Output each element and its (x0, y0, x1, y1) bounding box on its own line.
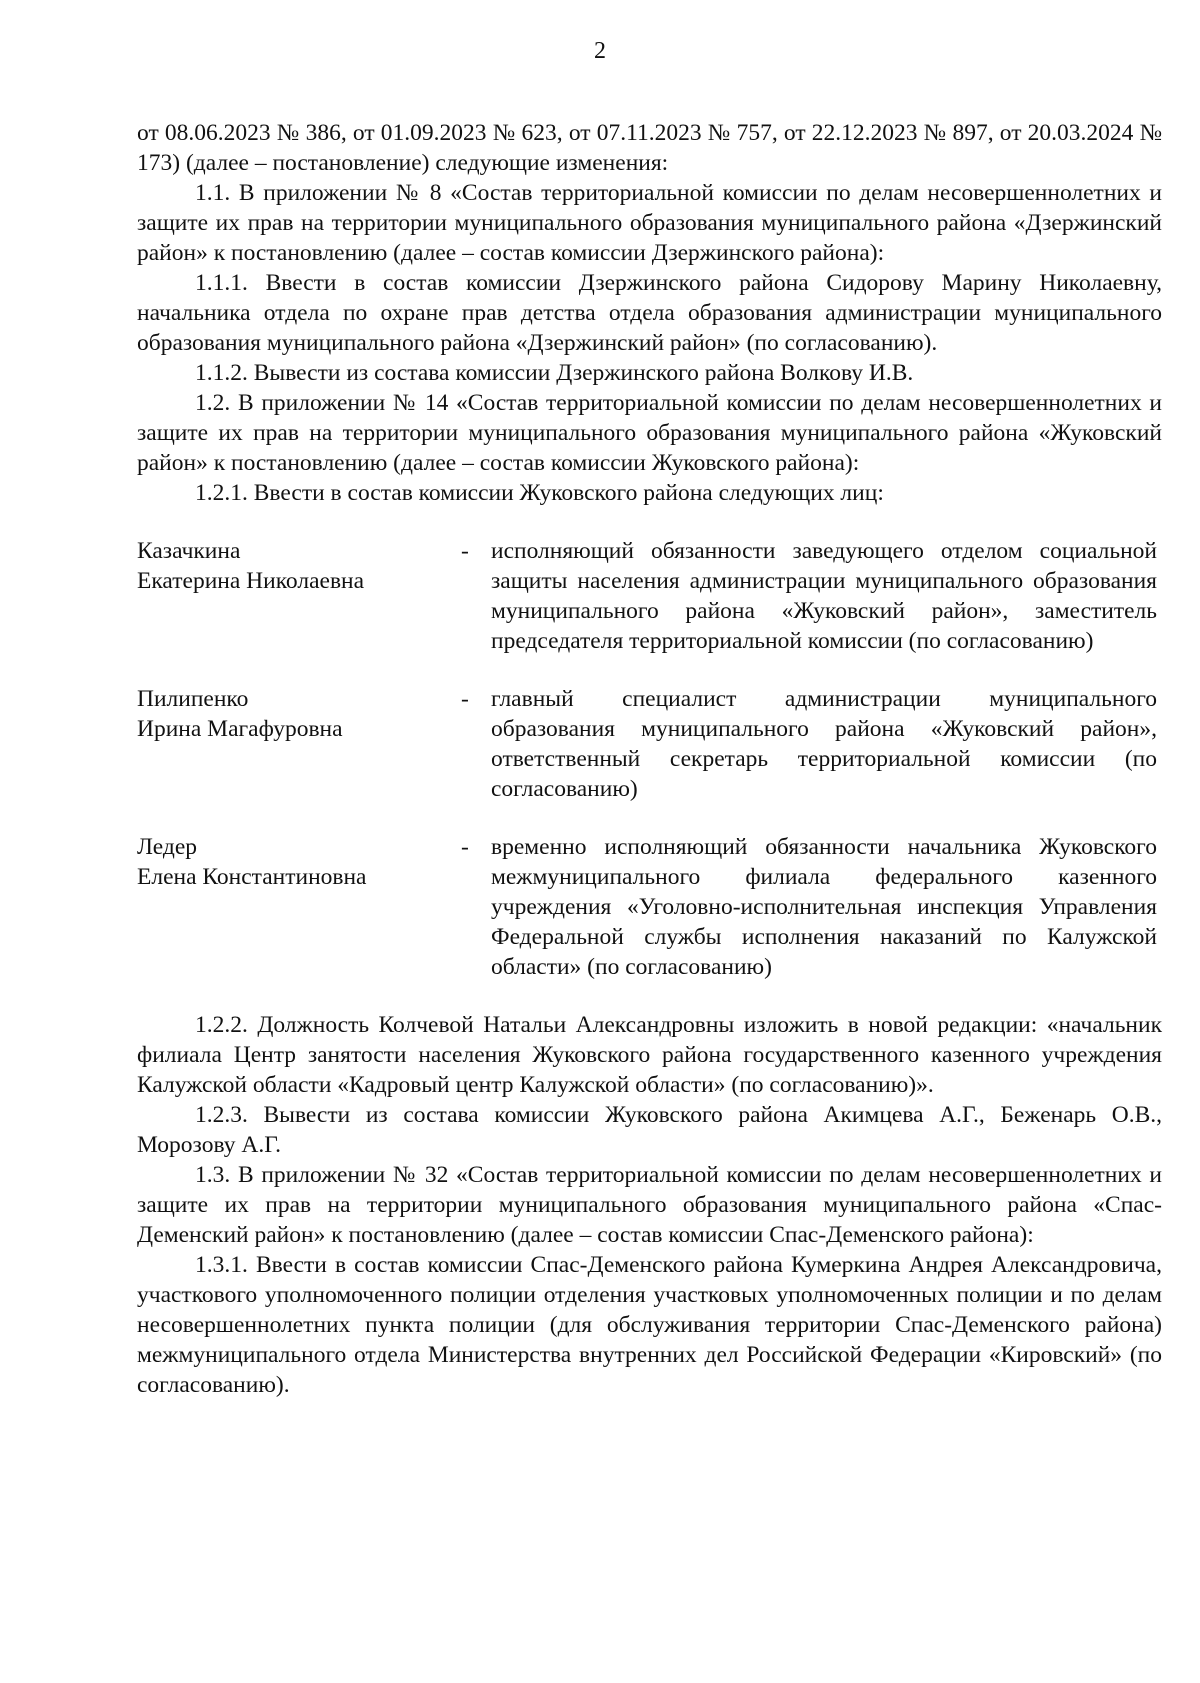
paragraph-1-1: 1.1. В приложении № 8 «Состав территориальной комиссии по делам несовершеннолетних и защите их прав на территории муниципального образования муниципального района «Дзержинский район» к постановлению (далее – состав комиссии Дзержинского района): (137, 180, 1162, 266)
member-name (137, 684, 461, 804)
member-role: исполняющий обязанности заведующего отделом социальной защиты населения администрации муниципального образования муниципального района «Жуковский район», заместитель председателя территориальной комиссии (по согласованию) (491, 538, 1157, 654)
member-given-name: Елена Константиновна (137, 864, 367, 890)
document-body (137, 118, 1162, 1400)
paragraph-1-1-1: 1.1.1. Ввести в состав комиссии Дзержинского района Сидорову Марину Николаевну, начальника отдела по охране прав детства отдела образования администрации муниципального образования муниципального района «Дзержинский район» (по согласованию). (137, 270, 1162, 356)
member-name (137, 832, 461, 982)
member-entry (137, 832, 1162, 982)
member-list (137, 536, 1162, 982)
member-given-name: Екатерина Николаевна (137, 568, 365, 594)
member-role: временно исполняющий обязанности начальника Жуковского межмуниципального филиала федерального казенного учреждения «Уголовно-исполнительная инспекция Управления Федеральной службы исполнения наказаний по Калужской области» (по согласованию) (491, 834, 1157, 980)
member-surname: Казачкина (137, 538, 241, 564)
member-role: главный специалист администрации муниципального образования муниципального района «Жуковский район», ответственный секретарь территориальной комиссии (по согласованию) (491, 686, 1157, 802)
member-entry (137, 536, 1162, 656)
paragraph-1-3-1: 1.3.1. Ввести в состав комиссии Спас-Деменского района Кумеркина Андрея Александровича, участкового уполномоченного полиции отделения участковых уполномоченных полиции и по делам несовершеннолетних пункта полиции (для обслуживания территории Спас-Деменского района) межмуниципального отдела Министерства внутренних дел Российской Федерации «Кировский» (по согласованию). (137, 1252, 1162, 1398)
member-given-name: Ирина Магафуровна (137, 716, 343, 742)
member-dash: - (461, 834, 469, 860)
paragraph-1-2-2: 1.2.2. Должность Колчевой Натальи Александровны изложить в новой редакции: «начальник филиала Центр занятости населения Жуковского района государственного казенного учреждения Калужской области «Кадровый центр Калужской области» (по согласованию)». (137, 1012, 1162, 1098)
intro-paragraph: от 08.06.2023 № 386, от 01.09.2023 № 623, от 07.11.2023 № 757, от 22.12.2023 № 897, от 20.03.2024 № 173) (далее – постановление) следующие изменения: (137, 120, 1162, 176)
member-name (137, 536, 461, 656)
member-entry (137, 684, 1162, 804)
page-number: 2 (594, 38, 606, 64)
member-dash: - (461, 686, 469, 712)
member-dash: - (461, 538, 469, 564)
paragraph-1-2-1: 1.2.1. Ввести в состав комиссии Жуковского района следующих лиц: (195, 480, 884, 506)
member-surname: Пилипенко (137, 686, 249, 712)
paragraph-1-3: 1.3. В приложении № 32 «Состав территориальной комиссии по делам несовершеннолетних и защите их прав на территории муниципального образования муниципального района «Спас-Деменский район» к постановлению (далее – состав комиссии Спас-Деменского района): (137, 1162, 1162, 1248)
paragraph-1-2-3: 1.2.3. Вывести из состава комиссии Жуковского района Акимцева А.Г., Беженарь О.В., Морозову А.Г. (137, 1102, 1162, 1158)
paragraph-1-2: 1.2. В приложении № 14 «Состав территориальной комиссии по делам несовершеннолетних и защите их прав на территории муниципального образования муниципального района «Жуковский район» к постановлению (далее – состав комиссии Жуковского района): (137, 390, 1162, 476)
paragraph-1-1-2: 1.1.2. Вывести из состава комиссии Дзержинского района Волкову И.В. (195, 360, 914, 386)
paragraphs-bottom (137, 1010, 1162, 1400)
member-surname: Ледер (137, 834, 198, 860)
